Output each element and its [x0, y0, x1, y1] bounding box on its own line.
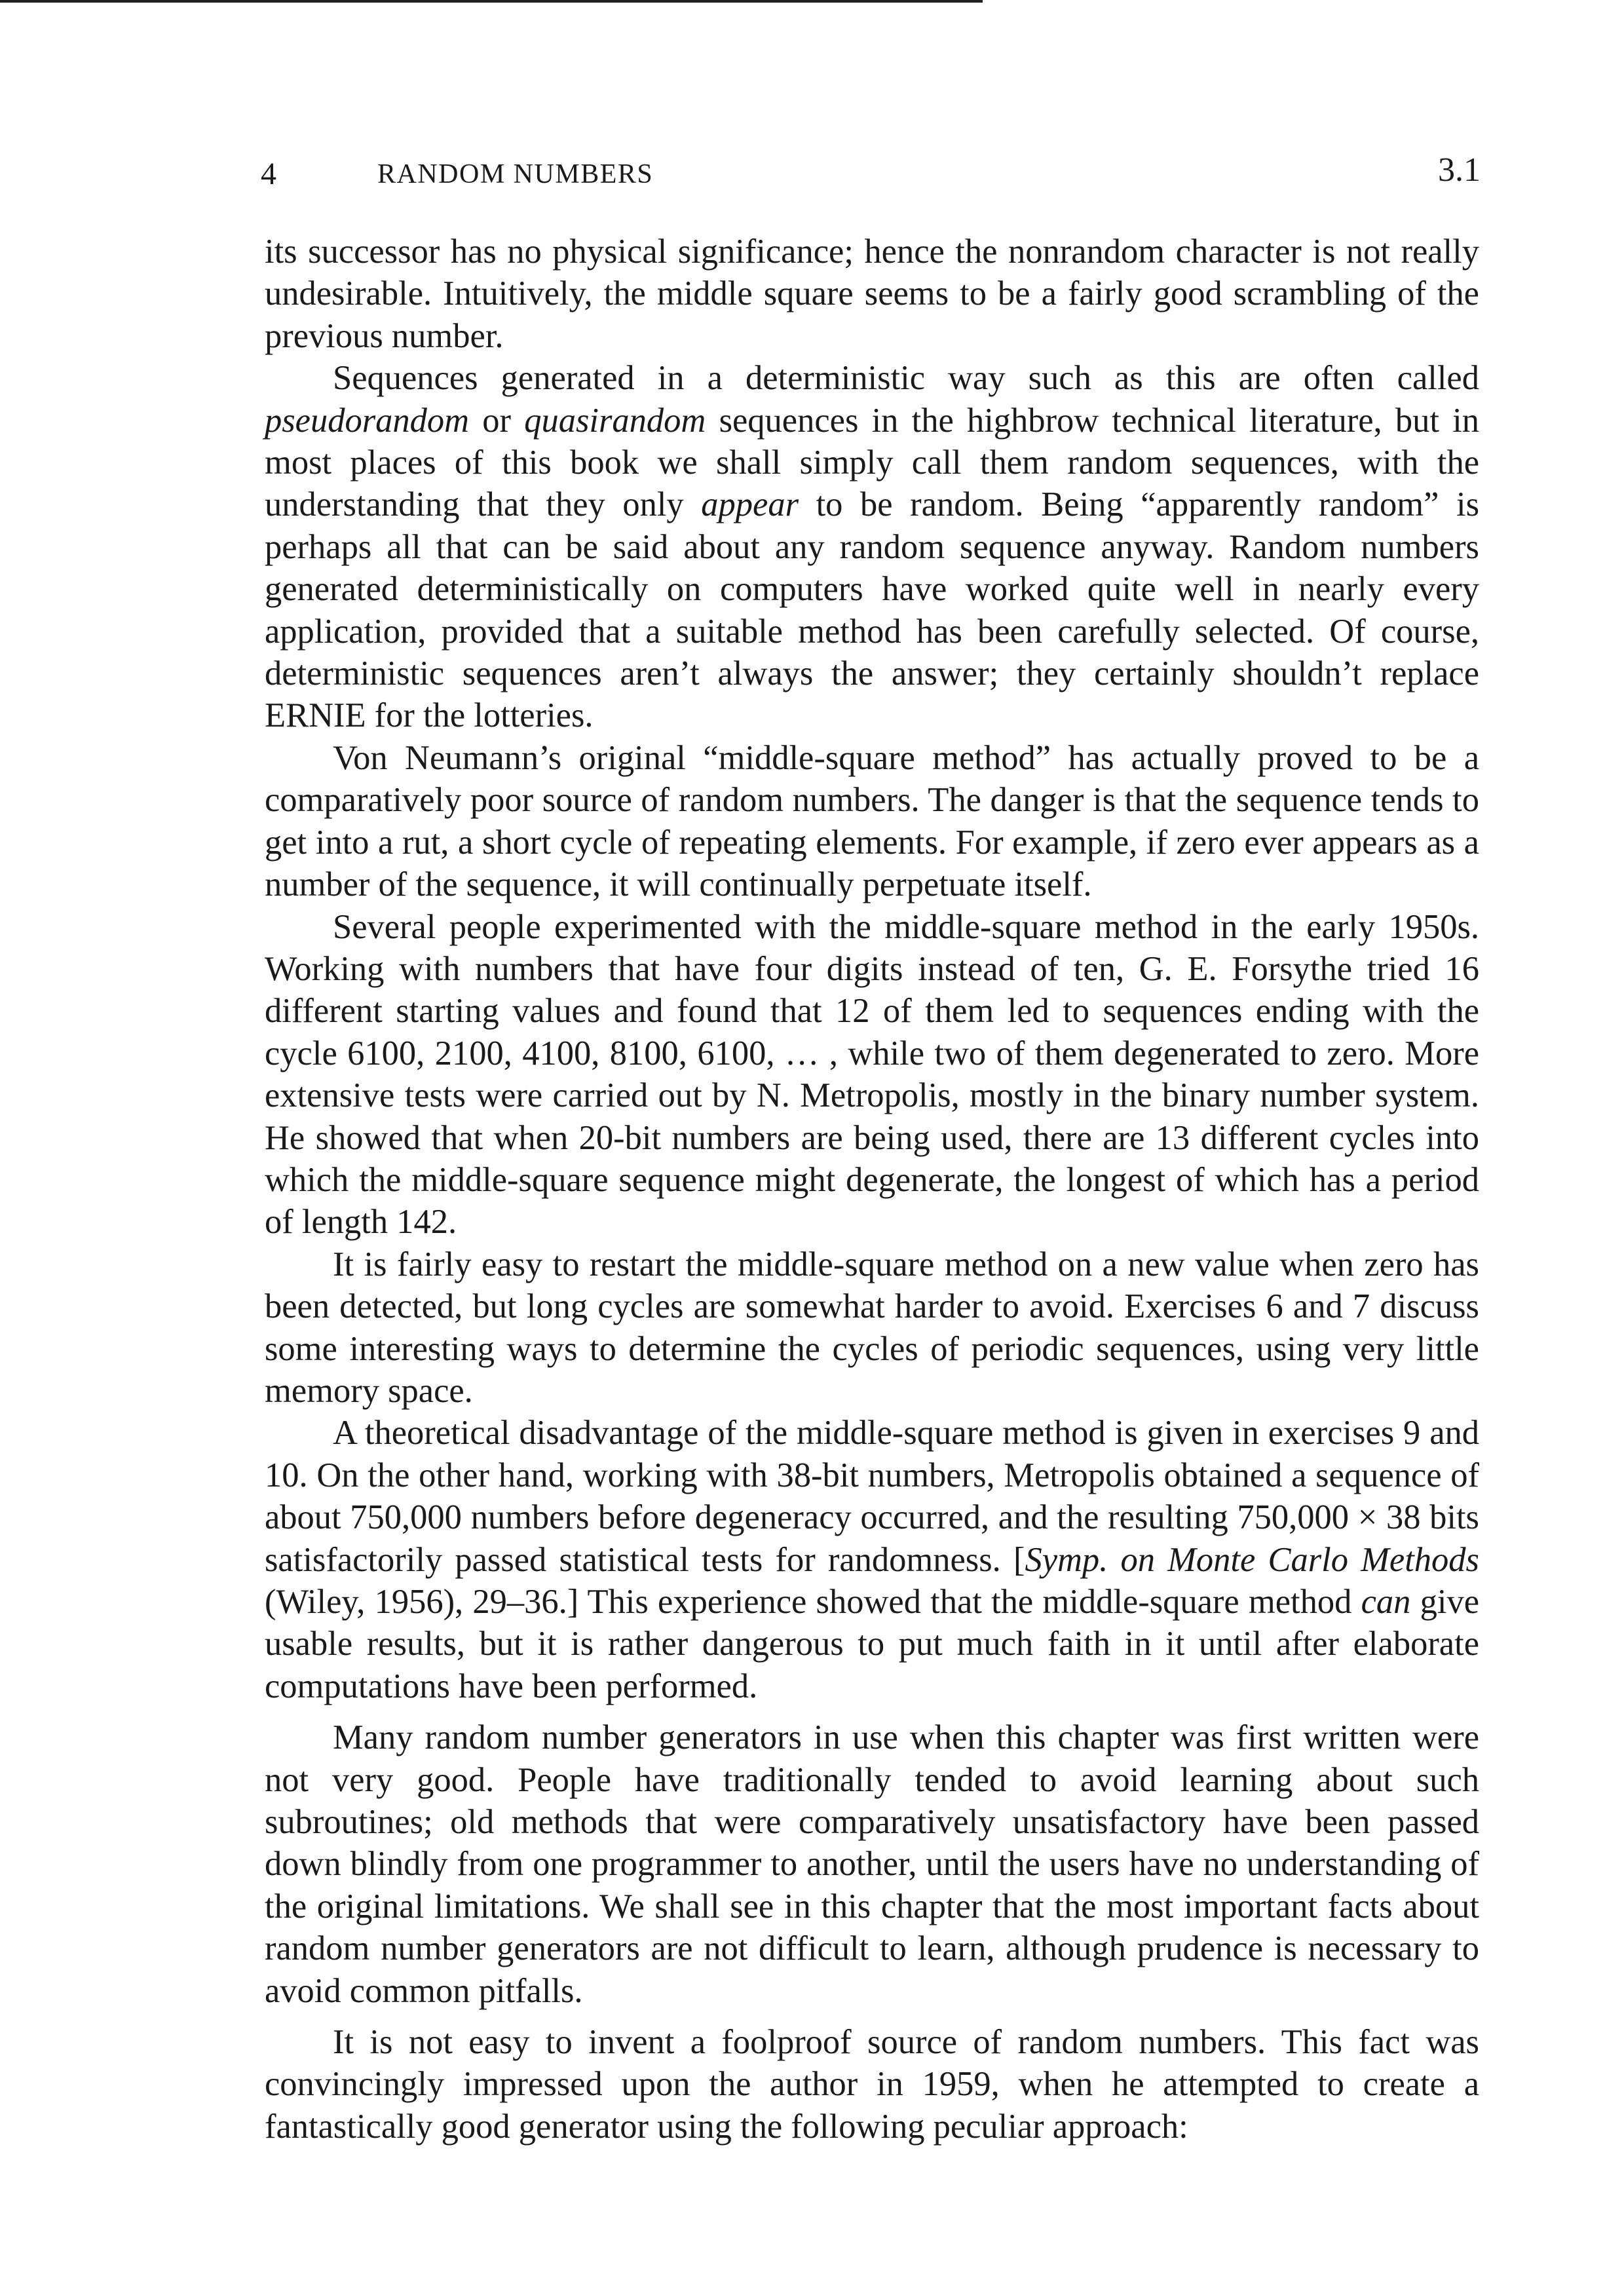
paragraph — [265, 1412, 1479, 1707]
text-run: Several people experimented with the middle-square method in the early 1950s. Working with numbers that have four digits instead of ten, G. E. Forsythe tried 16 different starting values and found that 12 of them led to sequences ending with the cycle 6100, 2100, 4100, 8100, 6100, … , while two of them degenerated to zero. More extensive tests were carried out by N. Metropolis, mostly in the binary number system. He showed that when 20-bit numbers are being used, there are 13 different cycles into which the middle-square sequence might degenerate, the longest of which has a period of length 142. — [265, 907, 1479, 1241]
italic-text: pseudorandom — [265, 401, 470, 440]
text-run: give usable results, but it is rather dangerous to put much faith in it until after elaborate computations have been performed. — [265, 1583, 1479, 1705]
text-run: Many random number generators in use when this chapter was first written were not very good. People have traditionally tended to avoid learning about such subroutines; old methods that were comparatively unsatisfactory have been passed down blindly from one programmer to another, until the users have no understanding of the original limitations. We shall see in this chapter that the most important facts about random number generators are not difficult to learn, although prudence is necessary to avoid common pitfalls. — [265, 1718, 1479, 2010]
body-text — [265, 231, 1479, 2148]
running-head: RANDOM NUMBERS — [377, 159, 654, 189]
italic-text: can — [1361, 1583, 1411, 1621]
section-number: 3.1 — [1438, 151, 1481, 189]
italic-text: appear — [701, 485, 799, 524]
paragraph — [265, 737, 1479, 906]
top-rule — [0, 0, 983, 3]
text-run: It is not easy to invent a foolproof source of random numbers. This fact was convincingly impressed upon the author in 1959, when he attempted to create a fantastically good generator using the following peculiar approach: — [265, 2023, 1479, 2146]
text-run: A theoretical disadvantage of the middle-square method is given in exercises 9 and 10. On the other hand, working with 38-bit numbers, Metropolis obtained a sequence of about 750,000 numbers before degeneracy occurred, and the resulting 750,000 × 38 bits satisfactorily passed statistical tests for randomness. [ — [265, 1414, 1479, 1579]
text-run: or — [469, 401, 525, 440]
text-run: Von Neumann’s original “middle-square method” has actually proved to be a comparatively poor source of random numbers. The danger is that the sequence tends to get into a rut, a short cycle of repeating elements. For example, if zero ever appears as a number of the sequence, it will continually perpetuate itself. — [265, 738, 1479, 904]
text-run: its successor has no physical significance; hence the nonrandom character is not really undesirable. Intuitively, the middle square seems to be a fairly good scrambling of the previous number. — [265, 233, 1479, 355]
page-header — [261, 151, 1481, 202]
italic-text: quasirandom — [524, 401, 706, 440]
italic-text: Symp. on Monte Carlo Methods — [1025, 1540, 1479, 1579]
text-run: (Wiley, 1956), 29–36.] This experience showed that the middle-square method — [265, 1583, 1361, 1621]
paragraph — [265, 357, 1479, 737]
paragraph — [265, 906, 1479, 1243]
text-run: sequences in the highbrow technical literature, but in most places of this book we shall simply call them random sequences, with the understanding that they only — [265, 401, 1480, 524]
paragraph — [265, 1716, 1479, 2012]
paragraph — [265, 231, 1479, 357]
paragraph — [265, 2021, 1479, 2148]
text-run: Sequences generated in a deterministic way such as this are often called — [333, 359, 1479, 398]
page-number: 4 — [261, 157, 276, 191]
text-run: It is fairly easy to restart the middle-square method on a new value when zero has been detected, but long cycles are somewhat harder to avoid. Exercises 6 and 7 discuss some interesting ways to determine the cycles of periodic sequences, using very little memory space. — [265, 1245, 1479, 1410]
text-run: to be random. Being “apparently random” is perhaps all that can be said about any random sequence anyway. Random numbers generated deterministically on computers have worked quite well in nearly every application, provided that a suitable method has been carefully selected. Of course, deterministic sequences aren’t always the answer; they certainly shouldn’t replace ERNIE for the lotteries. — [265, 485, 1479, 735]
paragraph — [265, 1243, 1479, 1412]
